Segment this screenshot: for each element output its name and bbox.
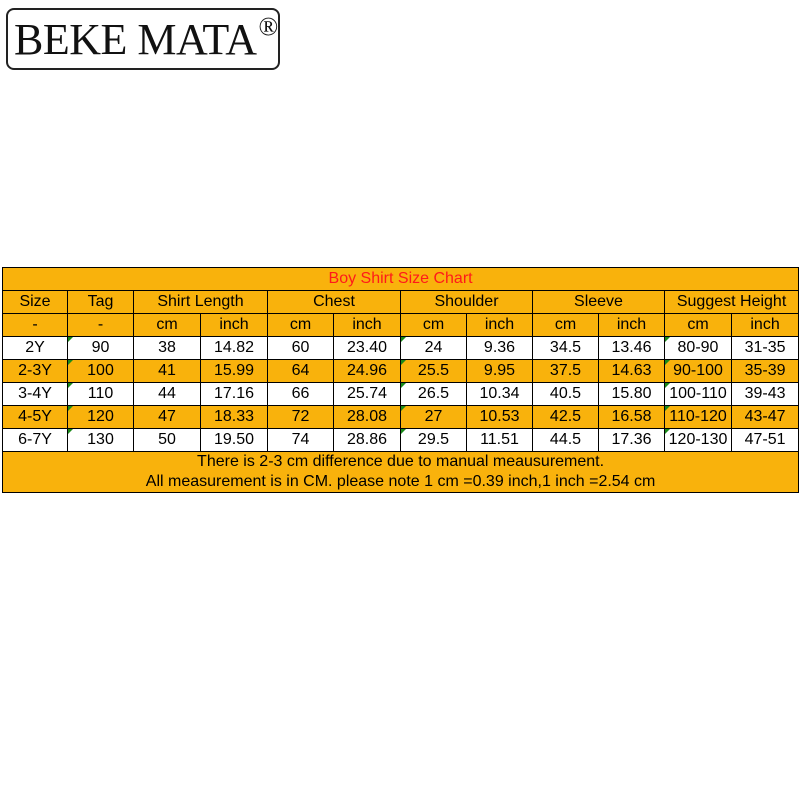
table-cell: 18.33 [201,406,268,429]
table-cell: 130 [68,429,134,452]
table-cell: 66 [268,383,334,406]
header-suggest-height: Suggest Height [665,291,799,314]
brand-name: BEKE MATA [14,14,257,64]
table-cell: 24 [401,337,467,360]
header-chest: Chest [268,291,401,314]
table-cell: 120-130 [665,429,732,452]
table-cell: 100 [68,360,134,383]
unit-cell: cm [533,314,599,337]
table-row [3,383,799,406]
table-cell: 15.99 [201,360,268,383]
table-cell: 15.80 [599,383,665,406]
table-cell: 13.46 [599,337,665,360]
header-size: Size [3,291,68,314]
table-cell: 27 [401,406,467,429]
table-cell: 2Y [3,337,68,360]
unit-cell: inch [732,314,799,337]
table-cell: 42.5 [533,406,599,429]
unit-cell: inch [201,314,268,337]
table-cell: 34.5 [533,337,599,360]
table-cell: 39-43 [732,383,799,406]
table-cell: 120 [68,406,134,429]
table-cell: 74 [268,429,334,452]
title-row [3,268,799,291]
table-cell: 35-39 [732,360,799,383]
table-cell: 9.36 [467,337,533,360]
table-cell: 10.34 [467,383,533,406]
table-cell: 31-35 [732,337,799,360]
table-cell: 23.40 [334,337,401,360]
table-cell: 110 [68,383,134,406]
table-cell: 100-110 [665,383,732,406]
size-chart-table [2,267,799,493]
unit-cell: inch [334,314,401,337]
note-line: There is 2-3 cm difference due to manual meausurement. [197,453,605,470]
table-cell: 3-4Y [3,383,68,406]
table-cell: 4-5Y [3,406,68,429]
table-cell: 110-120 [665,406,732,429]
registered-mark: ® [258,12,278,41]
table-cell: 14.82 [201,337,268,360]
table-row [3,429,799,452]
brand-logo [6,8,280,70]
table-cell: 28.86 [334,429,401,452]
note-line: All measurement is in CM. please note 1 cm =0.39 inch,1 inch =2.54 cm [145,473,656,490]
table-cell: 72 [268,406,334,429]
table-cell: 47-51 [732,429,799,452]
table-cell: 2-3Y [3,360,68,383]
table-cell: 9.95 [467,360,533,383]
unit-cell: cm [134,314,201,337]
chart-title: Boy Shirt Size Chart [3,268,799,291]
unit-cell: - [68,314,134,337]
table-cell: 90 [68,337,134,360]
table-cell: 10.53 [467,406,533,429]
table-cell: 17.36 [599,429,665,452]
table-cell: 29.5 [401,429,467,452]
table-cell: 19.50 [201,429,268,452]
unit-cell: - [3,314,68,337]
table-cell: 24.96 [334,360,401,383]
header-shirt-length: Shirt Length [134,291,268,314]
table-cell: 80-90 [665,337,732,360]
header-shoulder: Shoulder [401,291,533,314]
table-cell: 38 [134,337,201,360]
table-row [3,406,799,429]
table-cell: 44 [134,383,201,406]
unit-cell: inch [467,314,533,337]
table-cell: 14.63 [599,360,665,383]
table-cell: 16.58 [599,406,665,429]
table-cell: 26.5 [401,383,467,406]
header-row [3,291,799,314]
table-cell: 40.5 [533,383,599,406]
table-cell: 44.5 [533,429,599,452]
table-cell: 25.74 [334,383,401,406]
note-row [3,452,799,493]
header-tag: Tag [68,291,134,314]
table-cell: 47 [134,406,201,429]
table-cell: 37.5 [533,360,599,383]
table-cell: 50 [134,429,201,452]
unit-row [3,314,799,337]
table-cell: 64 [268,360,334,383]
table-cell: 41 [134,360,201,383]
header-sleeve: Sleeve [533,291,665,314]
notes-cell [3,452,799,493]
table-cell: 43-47 [732,406,799,429]
unit-cell: cm [665,314,732,337]
table-cell: 17.16 [201,383,268,406]
unit-cell: cm [401,314,467,337]
table-cell: 28.08 [334,406,401,429]
table-cell: 90-100 [665,360,732,383]
unit-cell: cm [268,314,334,337]
table-cell: 6-7Y [3,429,68,452]
table-row [3,360,799,383]
unit-cell: inch [599,314,665,337]
table-row [3,337,799,360]
table-cell: 11.51 [467,429,533,452]
table-cell: 25.5 [401,360,467,383]
table-cell: 60 [268,337,334,360]
